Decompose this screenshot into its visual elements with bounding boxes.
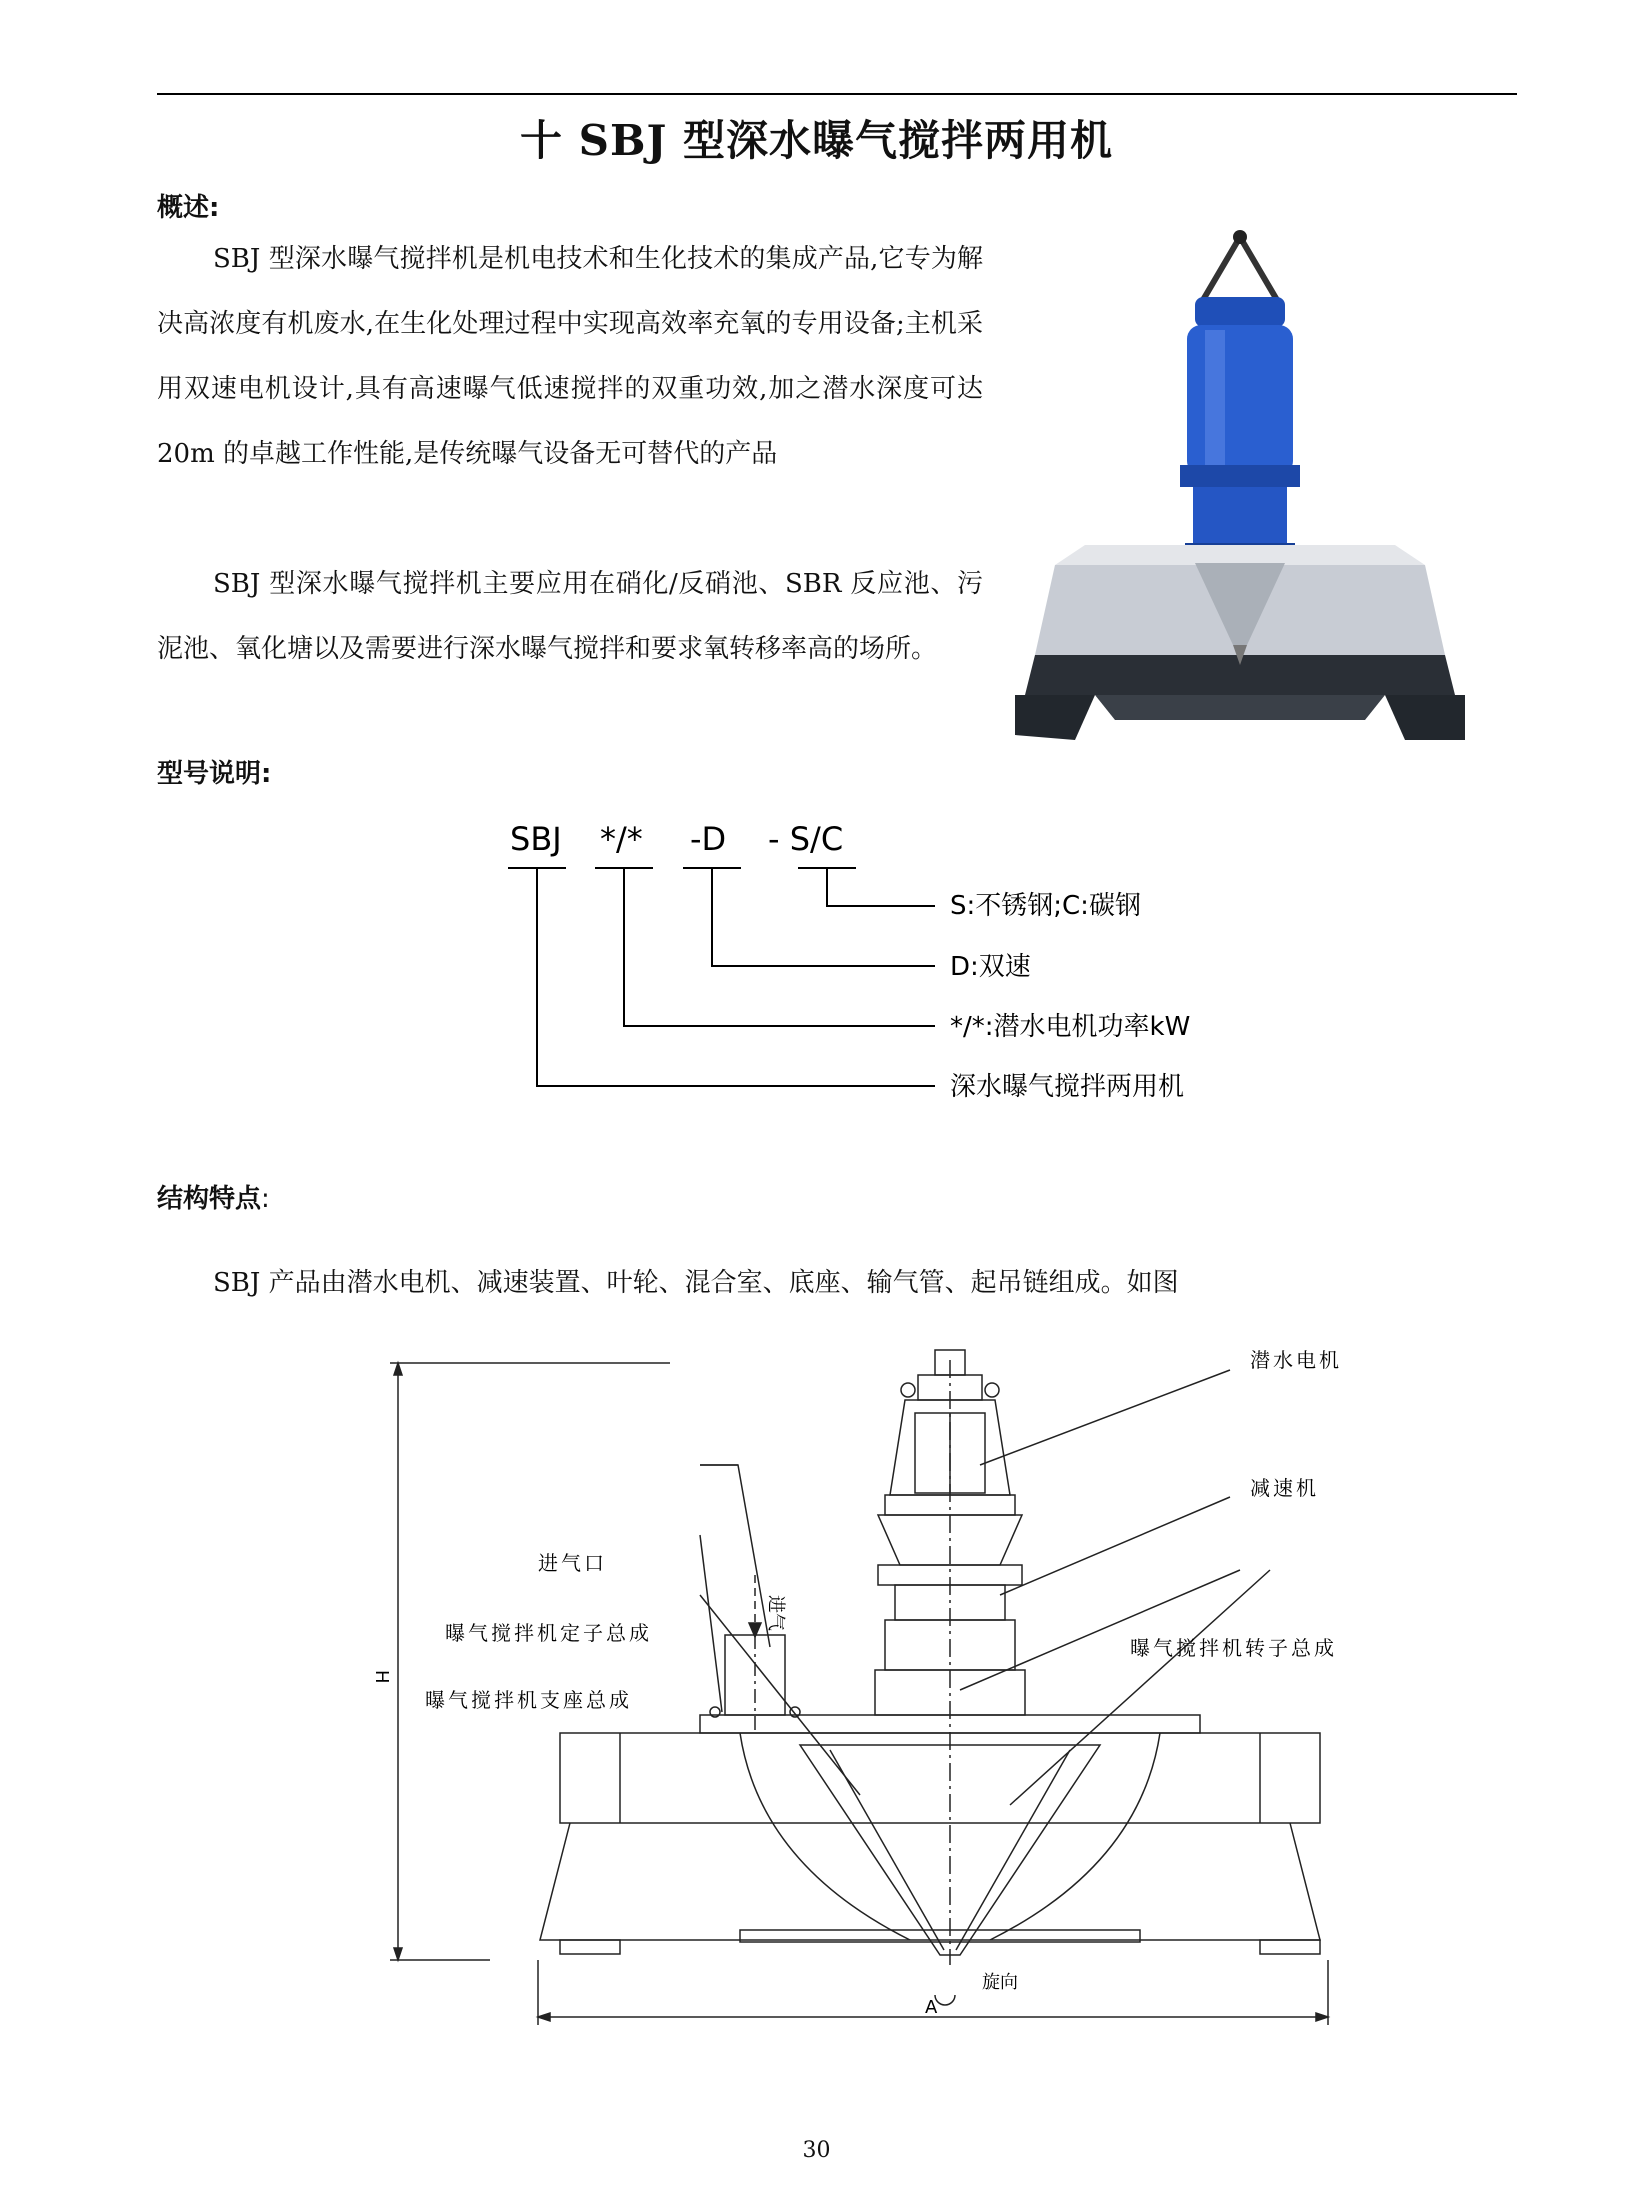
label-product: 深水曝气搅拌两用机 (950, 1072, 1185, 1102)
structure-text: SBJ 产品由潜水电机、减速装置、叶轮、混合室、底座、输气管、起吊链组成。如图 (213, 1268, 1179, 1298)
drawing-label-inlet-arrow: 进气 (765, 1595, 786, 1631)
overview-heading: 概述: (157, 193, 220, 223)
structure-heading-colon: : (261, 1184, 270, 1214)
label-material: S:不锈钢;C:碳钢 (950, 891, 1141, 921)
model-heading: 型号说明: (157, 759, 272, 789)
code-part-sbj: SBJ (510, 820, 562, 858)
label-power: */*:潜水电机功率kW (950, 1012, 1191, 1042)
drawing-label-motor: 潜水电机 (1250, 1348, 1342, 1372)
structure-heading-text: 结构特点 (157, 1184, 262, 1214)
code-part-power: */* (600, 820, 643, 858)
structure-heading (157, 1178, 270, 1215)
drawing-label-height: H (371, 1670, 392, 1684)
code-part-material: - S/C (768, 820, 844, 858)
overview-paragraph-2 (157, 552, 983, 682)
page-number: 30 (802, 2138, 831, 2163)
drawing-label-reducer: 减速机 (1250, 1476, 1319, 1500)
structure-drawing (370, 1345, 1370, 2035)
drawing-label-rotation: 旋向 (982, 1972, 1018, 1993)
drawing-label-support: 曝气搅拌机支座总成 (425, 1688, 632, 1712)
product-photo (1015, 225, 1465, 745)
drawing-label-rotor: 曝气搅拌机转子总成 (1130, 1636, 1337, 1660)
page-title: 十 SBJ 型深水曝气搅拌两用机 (520, 116, 1113, 165)
overview-paragraph-2-text: SBJ 型深水曝气搅拌机主要应用在硝化/反硝池、SBR 反应池、污泥池、氧化塘以及需要进行深水曝气搅拌和要求氧转移率高的场所。 (157, 569, 983, 664)
top-rule (157, 93, 1517, 95)
model-code-diagram (480, 800, 1280, 1120)
drawing-label-inlet: 进气口 (538, 1551, 607, 1575)
code-part-speed: -D (690, 820, 727, 858)
drawing-label-stator: 曝气搅拌机定子总成 (445, 1621, 652, 1645)
overview-paragraph-1-text: SBJ 型深水曝气搅拌机是机电技术和生化技术的集成产品,它专为解决高浓度有机废水,在生化处理过程中实现高效率充氧的专用设备;主机采用双速电机设计,具有高速曝气低速搅拌的双重功效,加之潜水深度可达 20m 的卓越工作性能,是传统曝气设备无可替代的产品 (157, 244, 983, 469)
label-speed: D:双速 (950, 952, 1031, 982)
overview-paragraph-1 (157, 227, 983, 487)
drawing-label-width: A (925, 1997, 938, 2018)
